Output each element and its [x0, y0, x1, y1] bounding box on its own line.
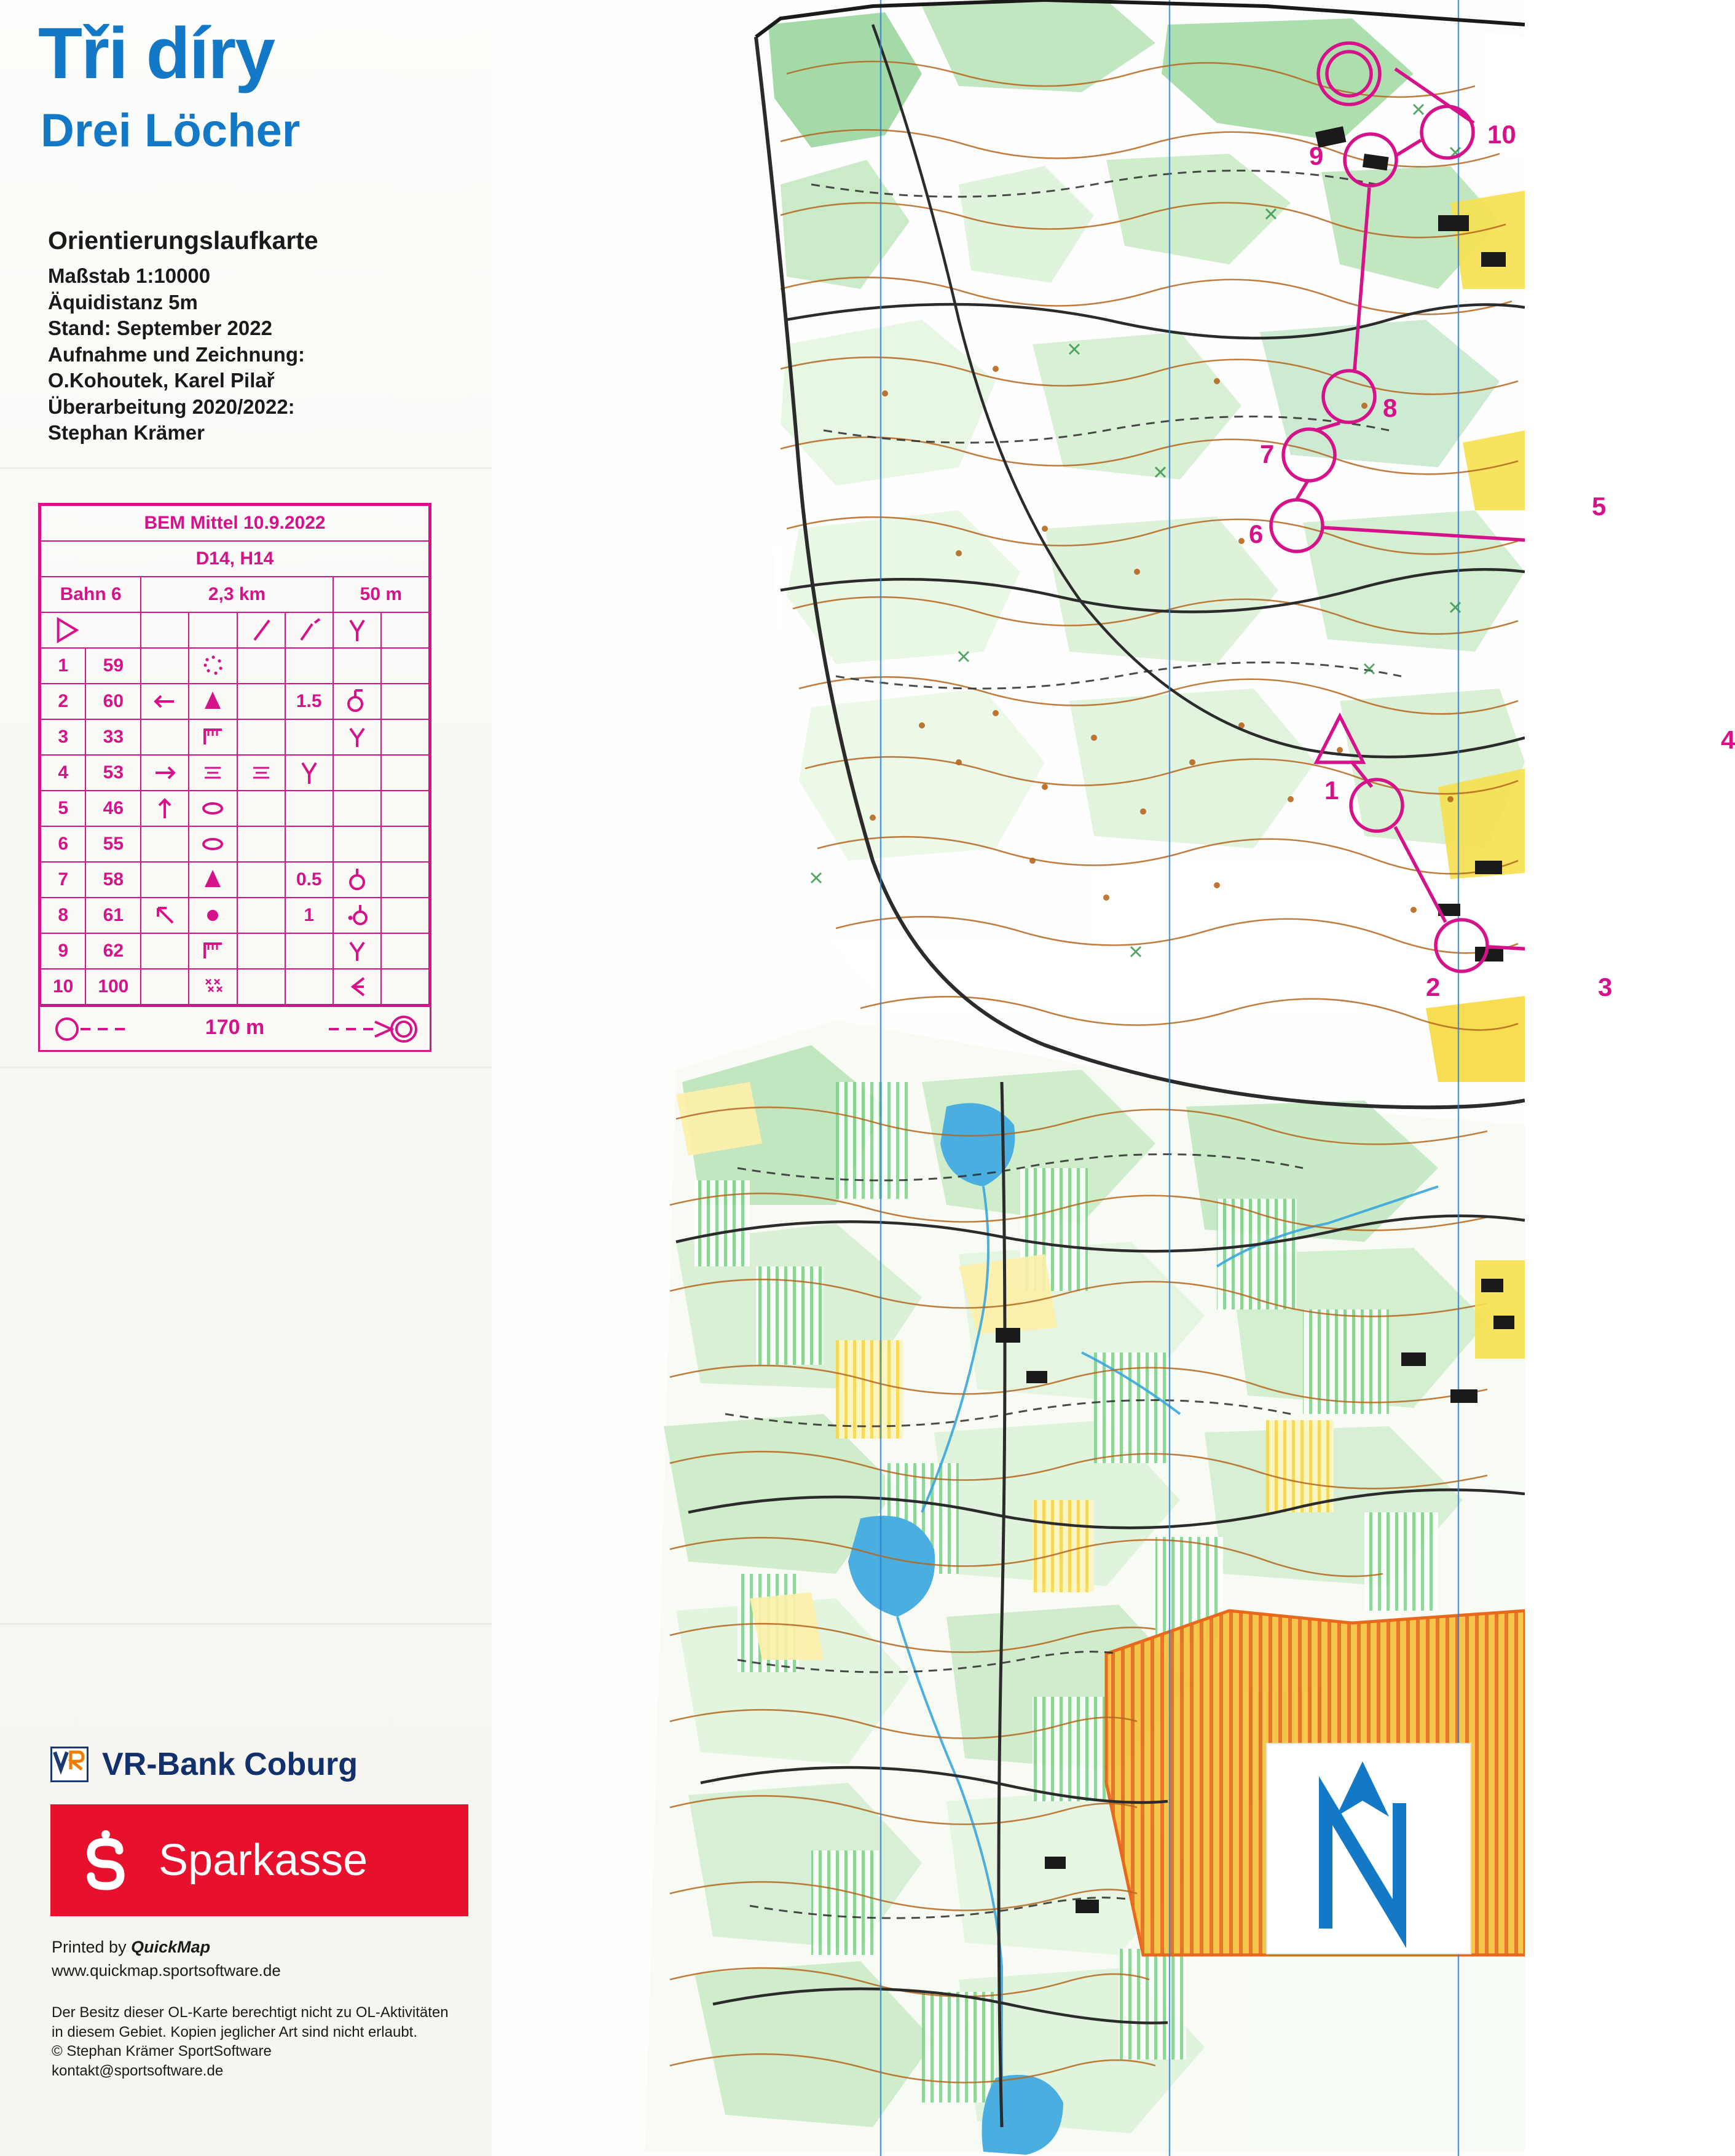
cd-col-f [285, 648, 333, 684]
depression-dots-icon [189, 648, 237, 684]
cliff-icon [189, 719, 237, 755]
control-label-4: 4 [1721, 725, 1735, 754]
depression-oval-icon [189, 791, 237, 826]
cd-finish-length-row [40, 1005, 430, 1050]
copyright-line: kontakt@sportsoftware.de [52, 2063, 224, 2080]
cd-size-value: 1 [285, 898, 333, 933]
cd-control-number: 9 [41, 933, 85, 969]
cd-col-h [381, 969, 429, 1005]
cd-classes: D14, H14 [41, 541, 429, 577]
cd-distance: 2,3 km [141, 577, 332, 612]
cd-col-c [141, 969, 189, 1005]
cd-col-h [381, 826, 429, 862]
meta-line: Stand: September 2022 [48, 317, 272, 340]
cd-col-e [237, 648, 285, 684]
cd-control-number: 3 [41, 719, 85, 755]
arrow-left-icon [141, 684, 189, 719]
flag-right-icon [333, 684, 381, 719]
cd-col-f [285, 969, 333, 1005]
meta-line: Äquidistanz 5m [48, 290, 198, 314]
arrow-upleft-icon [141, 898, 189, 933]
cd-control-code: 55 [85, 826, 141, 862]
cd-header-blank [189, 612, 237, 648]
arrow-up-icon [141, 791, 189, 826]
sponsor-vr-bank-label: VR-Bank Coburg [102, 1747, 358, 1782]
printed-by-line [52, 1938, 210, 1957]
marsh-icon [237, 755, 285, 791]
cd-control-number: 5 [41, 791, 85, 826]
cd-col-e [237, 933, 285, 969]
table-row [41, 755, 429, 791]
crossing-icon [333, 719, 381, 755]
cd-col-h [381, 791, 429, 826]
control-label-7: 7 [1260, 440, 1275, 468]
meta-line: Maßstab 1:10000 [48, 264, 211, 287]
cd-col-h [381, 862, 429, 898]
cd-control-number: 1 [41, 648, 85, 684]
cd-control-code: 33 [85, 719, 141, 755]
flag-side-icon [333, 898, 381, 933]
control-label-8: 8 [1383, 393, 1398, 422]
cd-size-value: 0.5 [285, 862, 333, 898]
map-subtitle: Drei Löcher [41, 105, 301, 157]
flag-center-icon [333, 862, 381, 898]
sponsor-sparkasse [50, 1804, 468, 1916]
copyright-line: © Stephan Krämer SportSoftware [52, 2043, 272, 2060]
meta-line: O.Kohoutek, Karel Pilař [48, 369, 275, 392]
knoll-triangle-icon [189, 862, 237, 898]
arrow-right-icon [141, 755, 189, 791]
vr-bank-logo-icon [50, 1747, 89, 1782]
cd-control-code: 62 [85, 933, 141, 969]
junction-y-icon [285, 755, 333, 791]
control-label-6: 6 [1249, 519, 1264, 548]
cd-course-name: Bahn 6 [41, 577, 141, 612]
cd-control-code: 60 [85, 684, 141, 719]
table-row [41, 933, 429, 969]
cd-col-f [285, 826, 333, 862]
cd-col-c [141, 862, 189, 898]
cd-col-e [237, 969, 285, 1005]
depression-oval-icon [189, 826, 237, 862]
cd-col-g [333, 826, 381, 862]
cd-finish-length: 170 m [205, 1016, 265, 1039]
cd-col-h [381, 648, 429, 684]
crossing2-icon [333, 933, 381, 969]
control-label-1: 1 [1324, 776, 1339, 805]
knoll-triangle-icon [189, 684, 237, 719]
control-label-10: 10 [1487, 120, 1516, 149]
cd-control-number: 6 [41, 826, 85, 862]
cd-col-e [237, 719, 285, 755]
copyright-line: in diesem Gebiet. Kopien jeglicher Art sind nicht erlaubt. [52, 2023, 417, 2040]
cd-control-code: 61 [85, 898, 141, 933]
map-metadata [48, 263, 305, 446]
quickmap-brand: QuickMap [131, 1938, 211, 1956]
control-label-2: 2 [1426, 973, 1441, 1001]
table-row [41, 862, 429, 898]
cd-header-blank [381, 612, 429, 648]
cd-col-c [141, 648, 189, 684]
cd-col-h [381, 719, 429, 755]
start-triangle-icon [41, 612, 141, 648]
meta-line: Stephan Krämer [48, 421, 205, 444]
cd-col-h [381, 755, 429, 791]
cd-col-h [381, 898, 429, 933]
table-row [41, 826, 429, 862]
control-label-5: 5 [1592, 492, 1607, 521]
cd-col-g [333, 648, 381, 684]
cd-control-number: 10 [41, 969, 85, 1005]
cd-col-h [381, 933, 429, 969]
north-arrow-icon [1266, 1743, 1471, 1954]
meta-line: Überarbeitung 2020/2022: [48, 395, 295, 418]
cd-col-f [285, 719, 333, 755]
control-label-9: 9 [1309, 141, 1324, 170]
cd-col-e [237, 684, 285, 719]
control-label-3: 3 [1598, 973, 1613, 1001]
cd-col-f [285, 791, 333, 826]
map-type-label: Orientierungslaufkarte [48, 226, 318, 255]
cd-control-number: 2 [41, 684, 85, 719]
sponsor-sparkasse-label: Sparkasse [159, 1836, 368, 1885]
table-row [41, 791, 429, 826]
cd-col-e [237, 791, 285, 826]
sponsor-vr-bank [50, 1746, 358, 1783]
table-row [41, 719, 429, 755]
cliff-icon [189, 933, 237, 969]
cd-header-blank [141, 612, 189, 648]
meta-line: Aufnahme und Zeichnung: [48, 342, 305, 366]
cd-control-number: 4 [41, 755, 85, 791]
cd-col-g [333, 755, 381, 791]
table-row [41, 898, 429, 933]
copyright-line: Der Besitz dieser OL-Karte berechtigt nicht zu OL-Aktivitäten [52, 2004, 449, 2021]
cd-control-code: 53 [85, 755, 141, 791]
cd-col-c [141, 933, 189, 969]
cd-col-f [285, 933, 333, 969]
cd-control-code: 100 [85, 969, 141, 1005]
cd-symbol-header-row [41, 612, 429, 648]
control-description-table [38, 503, 431, 1052]
cd-control-number: 7 [41, 862, 85, 898]
col-d-icon [285, 612, 333, 648]
cd-col-g [333, 791, 381, 826]
col-c-icon [237, 612, 285, 648]
cd-event-title: BEM Mittel 10.9.2022 [41, 505, 429, 541]
cd-col-h [381, 684, 429, 719]
table-row [41, 648, 429, 684]
cd-control-code: 59 [85, 648, 141, 684]
cd-col-e [237, 826, 285, 862]
cd-size-value: 1.5 [285, 684, 333, 719]
marsh-icon [189, 755, 237, 791]
copyright-block [52, 2003, 470, 2081]
stony-ground-icon [189, 969, 237, 1005]
col-e-icon [333, 612, 381, 648]
cd-col-e [237, 898, 285, 933]
sparkasse-s-icon [69, 1823, 143, 1897]
quickmap-url: www.quickmap.sportsoftware.de [52, 1961, 281, 1980]
cd-col-c [141, 719, 189, 755]
cd-control-number: 8 [41, 898, 85, 933]
table-row [41, 969, 429, 1005]
dot-knoll-icon [189, 898, 237, 933]
cd-control-code: 58 [85, 862, 141, 898]
funnel-icon [333, 969, 381, 1005]
cd-climb: 50 m [333, 577, 429, 612]
printed-by-prefix: Printed by [52, 1938, 132, 1956]
cd-col-c [141, 826, 189, 862]
map-title: Tři díry [38, 13, 274, 94]
table-row [41, 684, 429, 719]
cd-control-code: 46 [85, 791, 141, 826]
cd-col-e [237, 862, 285, 898]
